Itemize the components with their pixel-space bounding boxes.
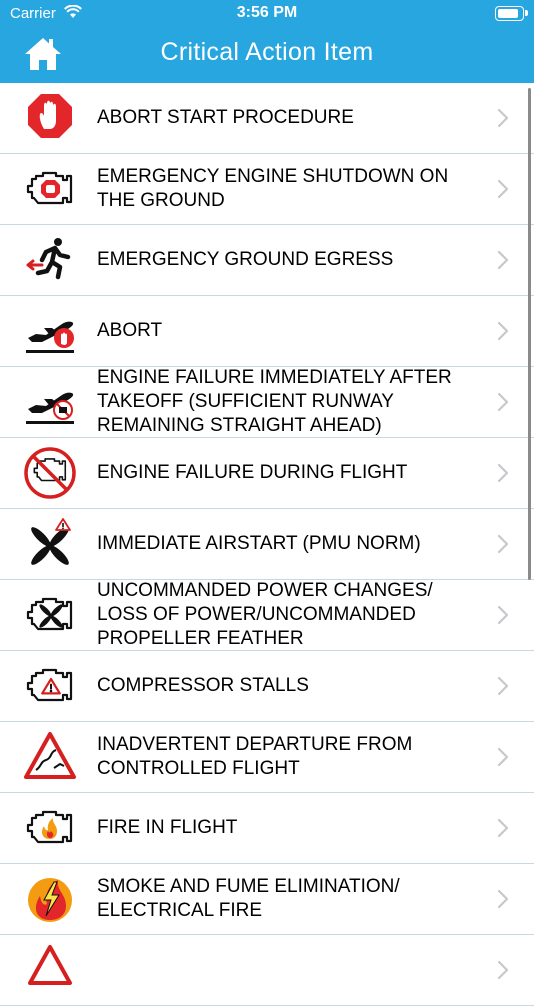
list-item-label (97, 935, 474, 1005)
takeoff-engine-failure-icon (22, 375, 78, 429)
chevron-right-icon (496, 960, 510, 980)
running-exit-icon (22, 233, 78, 287)
list-item-6[interactable] (0, 438, 534, 509)
propeller-engine-icon (22, 588, 78, 642)
engine-fire-icon (22, 801, 78, 855)
electrical-fire-icon (22, 872, 78, 926)
chevron-right-icon (496, 889, 510, 909)
nav-bar (0, 0, 534, 83)
warning-icon (22, 943, 78, 997)
list-item-1[interactable] (0, 83, 534, 154)
engine-prohibited-icon (22, 446, 78, 500)
list-item-label: SMOKE AND FUME ELIMINATION/ ELECTRICAL FIRE (97, 876, 400, 921)
propeller-warning-icon (22, 517, 78, 571)
list-item-label: UNCOMMANDED POWER CHANGES/ LOSS OF POWER/UNCOMMANDED PROPELLER FEATHER (97, 580, 433, 649)
chevron-right-icon (496, 747, 510, 767)
chevron-right-icon (496, 463, 510, 483)
list-item-7[interactable] (0, 509, 534, 580)
list-item-8[interactable] (0, 580, 534, 651)
list-item-label: INADVERTENT DEPARTURE FROM CONTROLLED FLIGHT (97, 734, 413, 779)
list-item-label: ABORT (97, 320, 163, 341)
chevron-right-icon (496, 676, 510, 696)
carrier-label: Carrier (10, 5, 56, 22)
chevron-right-icon (496, 250, 510, 270)
status-time: 3:56 PM (236, 4, 298, 21)
list-item-5[interactable] (0, 367, 534, 438)
list-item-label: FIRE IN FLIGHT (97, 817, 238, 838)
list-item-12[interactable] (0, 864, 534, 935)
list-item-4[interactable] (0, 296, 534, 367)
engine-stop-icon (22, 162, 78, 216)
stop-hand-icon (22, 91, 78, 145)
list-item-label: COMPRESSOR STALLS (97, 675, 309, 696)
chevron-right-icon (496, 818, 510, 838)
engine-warning-icon (22, 659, 78, 713)
list-item-label: ENGINE FAILURE DURING FLIGHT (97, 462, 408, 483)
chevron-right-icon (496, 534, 510, 554)
list-item-9[interactable] (0, 651, 534, 722)
list-item-3[interactable] (0, 225, 534, 296)
chevron-right-icon (496, 392, 510, 412)
list-item-13[interactable] (0, 935, 534, 1006)
scrollbar[interactable] (528, 88, 531, 580)
action-item-list (0, 83, 534, 1006)
status-bar (0, 0, 534, 28)
battery-icon (495, 6, 524, 21)
page-title: Critical Action Item (160, 38, 374, 66)
list-item-11[interactable] (0, 793, 534, 864)
list-item-label: EMERGENCY GROUND EGRESS (97, 249, 394, 270)
list-item-label: ABORT START PROCEDURE (97, 107, 354, 128)
chevron-right-icon (496, 179, 510, 199)
takeoff-abort-icon (22, 304, 78, 358)
list-item-2[interactable] (0, 154, 534, 225)
list-item-label: EMERGENCY ENGINE SHUTDOWN ON THE GROUND (97, 166, 449, 211)
list-item-label: IMMEDIATE AIRSTART (PMU NORM) (97, 533, 421, 554)
departure-warning-icon (22, 730, 78, 784)
chevron-right-icon (496, 108, 510, 128)
list-item-10[interactable] (0, 722, 534, 793)
list-item-label: ENGINE FAILURE IMMEDIATELY AFTER TAKEOFF (SUFFICIENT RUNWAY REMAINING STRAIGHT AHEAD) (97, 367, 452, 436)
chevron-right-icon (496, 605, 510, 625)
chevron-right-icon (496, 321, 510, 341)
